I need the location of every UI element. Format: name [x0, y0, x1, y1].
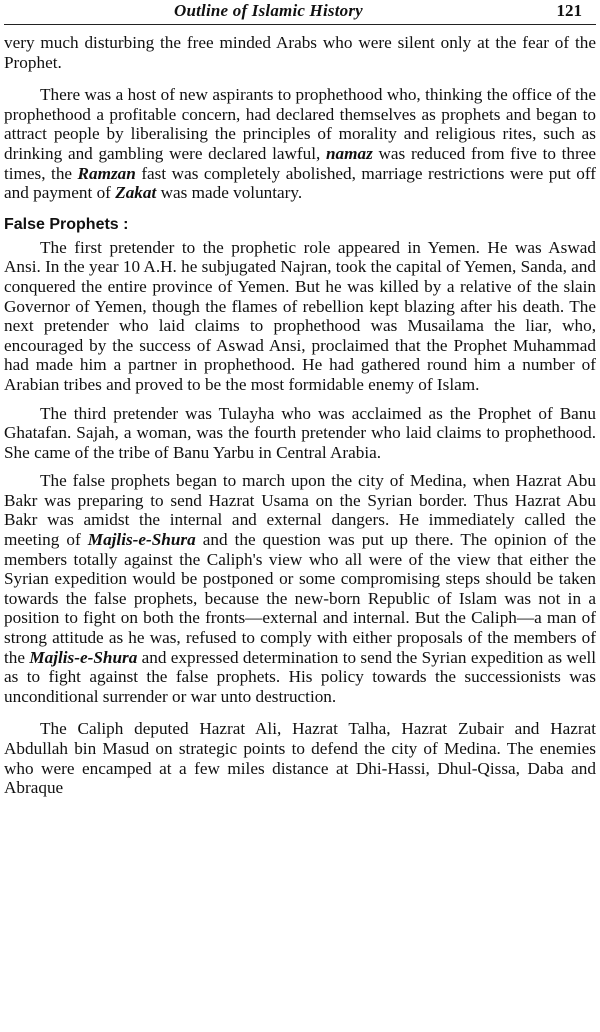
term-majlis-e-shura: Majlis-e-Shura — [87, 530, 196, 550]
paragraph-defence-of-medina: The Caliph deputed Hazrat Ali, Hazrat Talha, Hazrat Zubair and Hazrat Abdullah bin Masud on strategic points to defend the city of Medina. The enemies who were encamped at a few miles distance at Dhi-Hassi, Dhul-Qissa, Daba and Abraque — [4, 719, 596, 798]
text-run: fast was completely abolished, marriage restrictions were put off and payment of — [4, 163, 596, 203]
text-run: and the question was put up there. The opinion of the members totally against the Caliph's view who all were of the view that either the Syrian expedition would be postponed or some compromising steps should be taken towards the false prophets, because the new-born Republic of Islam was not in a position to fight on both the fronts—external and internal. But the Caliph—a man of strong attitude as he was, refused to comply with either proposals of the members of the — [4, 530, 597, 667]
term-ramzan: Ramzan — [77, 163, 136, 183]
page-number: 121 — [556, 1, 582, 20]
text-run: The false prophets began to march upon the city of Medina, when Hazrat Abu Bakr was preparing to send Hazrat Usama on the Syrian border. Thus Hazrat Abu Bakr was amidst the internal and external dangers. He immediately called the meeting of — [4, 471, 596, 550]
term-namaz: namaz — [326, 143, 373, 163]
running-header — [4, 0, 596, 25]
paragraph-first-pretender: The first pretender to the prophetic role appeared in Yemen. He was Aswad Ansi. In the year 10 A.H. he subjugated Najran, took the capital of Yemen, Sanda, and conquered the entire province of Yemen. But he was killed by a relative of the slain Governor of Yemen, though the flames of rebellion kept blazing after his death. The next pretender who laid claims to prophethood was Musailama the liar, who, encouraged by the success of Aswad Ansi, proclaimed that the Prophet Muhammad had made him a partner in prophethood. He had gathered round him a number of Arabian tribes and proved to be the most formidable enemy of Islam. — [4, 237, 596, 394]
term-zakat: Zakat — [115, 183, 157, 203]
text-run: There was a host of new aspirants to prophethood who, thinking the office of the prophethood a profitable concern, had declared themselves as prophets and began to attract people by liberalising the principles of morality and religious rites, such as drinking and gambling were declared lawful, — [4, 85, 596, 163]
term-majlis-e-shura: Majlis-e-Shura — [29, 647, 138, 667]
paragraph-march-on-medina — [4, 471, 596, 706]
text-run: was made voluntary. — [156, 183, 303, 203]
paragraph-continuation: very much disturbing the free minded Arabs who were silent only at the fear of the Prophet. — [4, 33, 596, 72]
section-heading: False Prophets : — [4, 215, 129, 233]
paragraph-third-pretender: The third pretender was Tulayha who was acclaimed as the Prophet of Banu Ghatafan. Sajah, a woman, was the fourth pretender who laid claims to prophethood. She came of the tribe of Banu Yarbu in Central Arabia. — [4, 403, 596, 462]
text-run: was reduced from five to three times, the — [4, 143, 596, 183]
running-title: Outline of Islamic History — [174, 1, 363, 20]
paragraph-aspirants — [4, 85, 596, 203]
text-run: and expressed determination to send the Syrian expedition as well as to fight against the false prophets. His policy towards the successionists was unconditional surrender or war unto destruction. — [4, 647, 597, 706]
